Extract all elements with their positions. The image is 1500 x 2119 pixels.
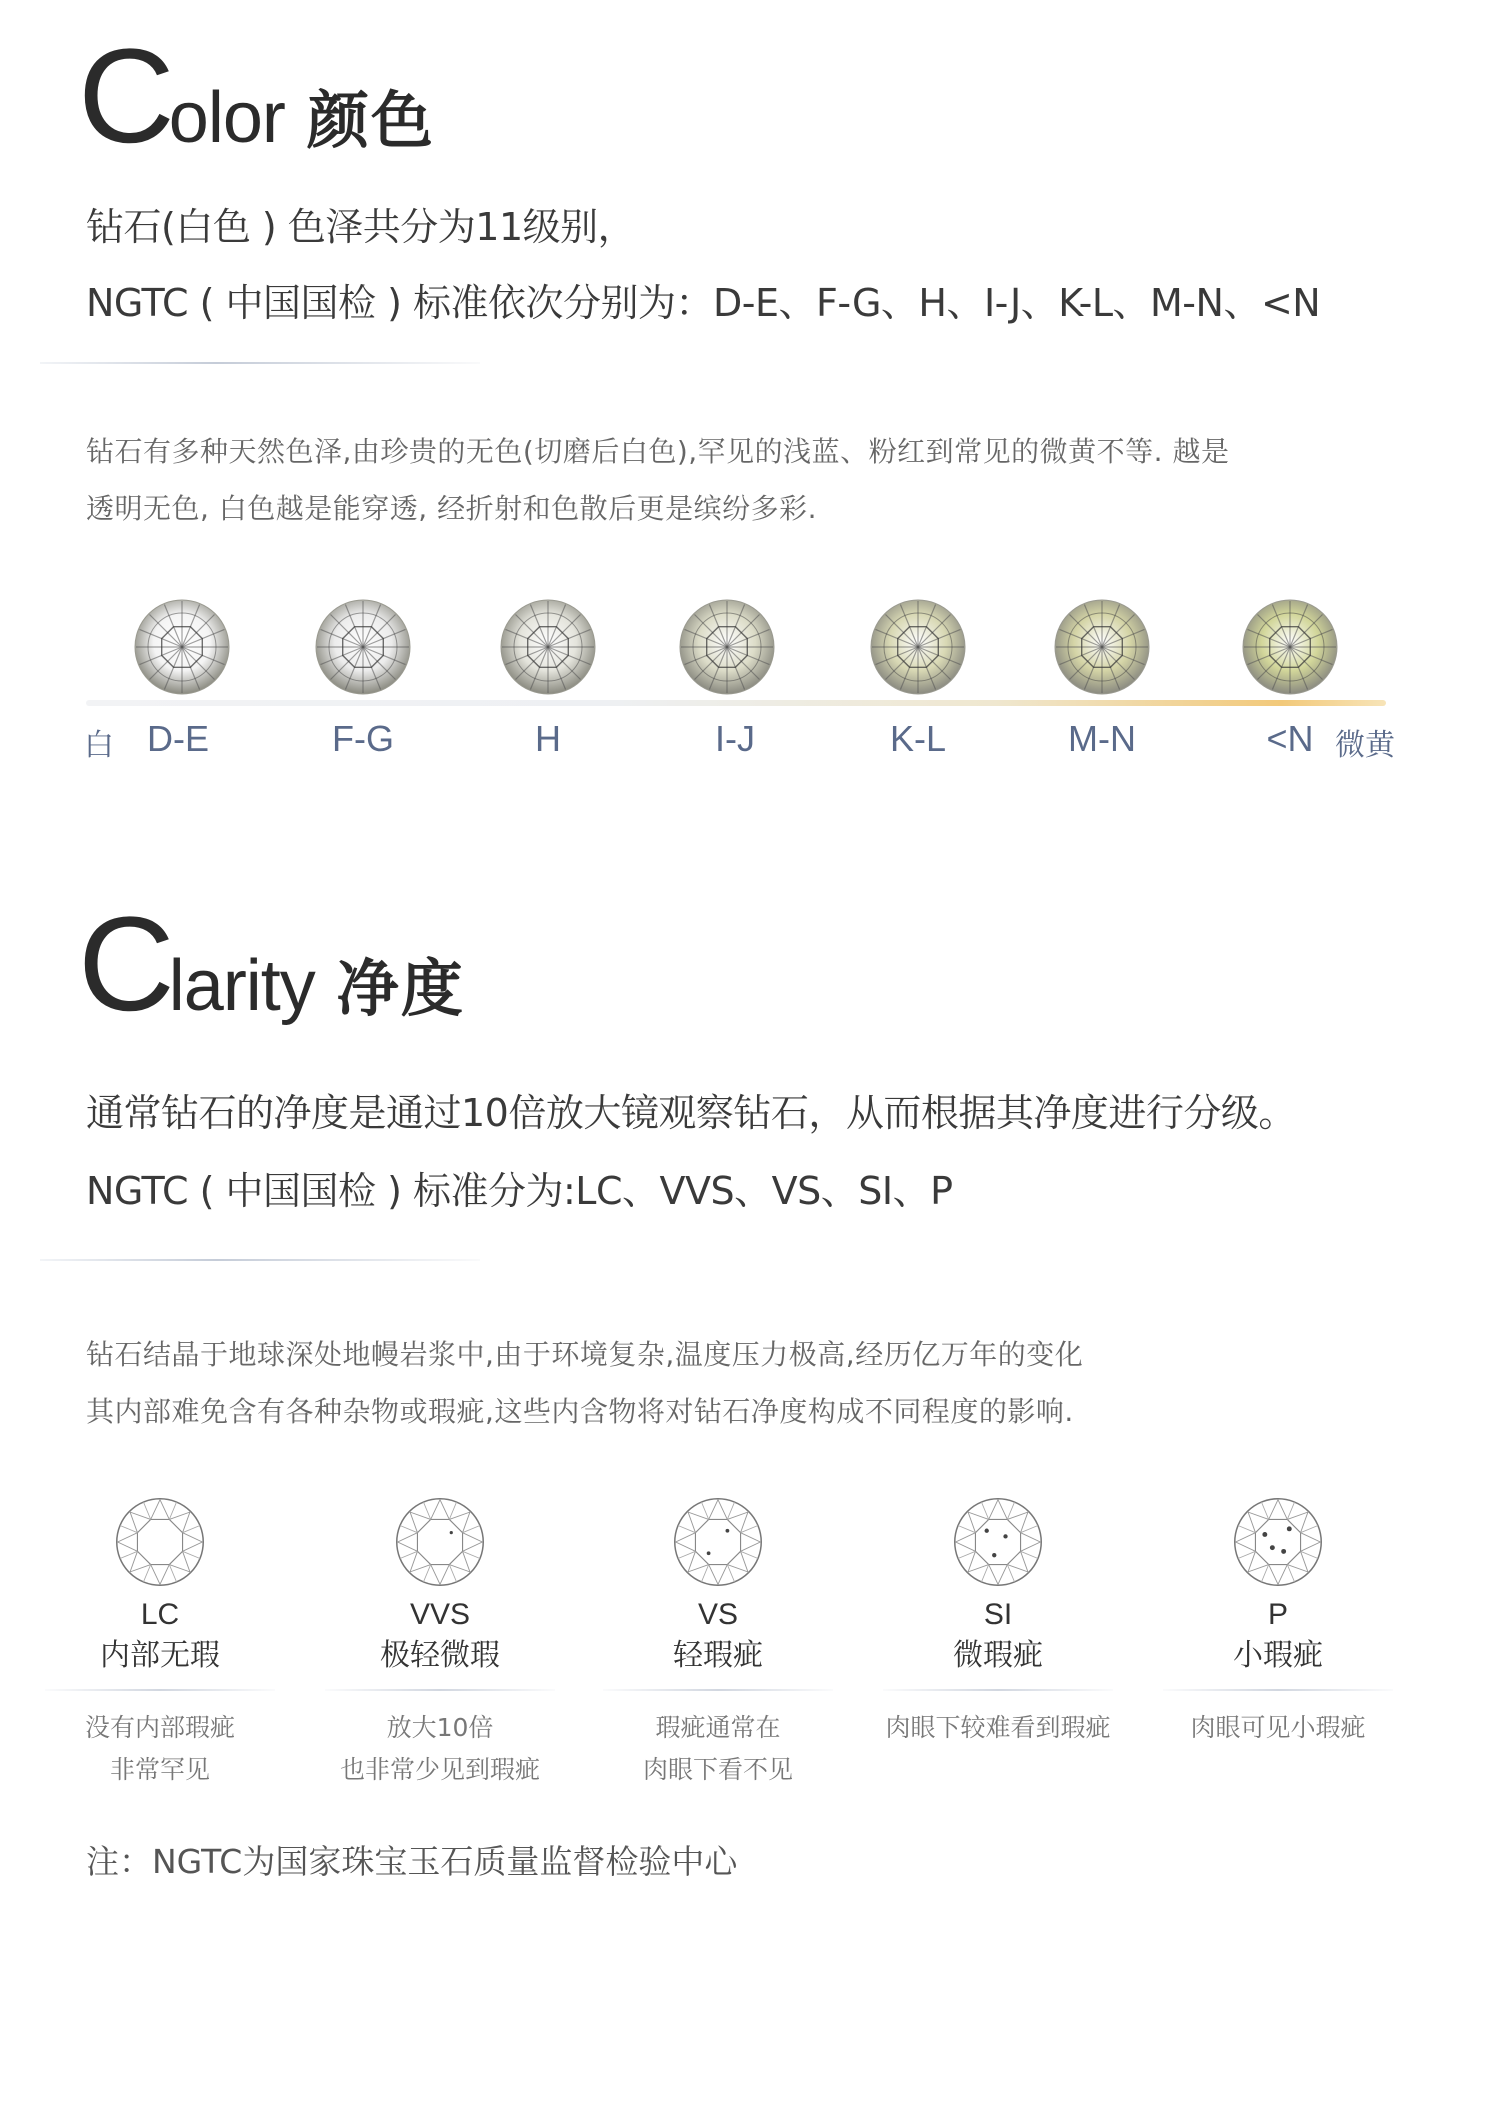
clarity-code: SI xyxy=(983,1598,1013,1631)
diamond-color-0-icon xyxy=(132,597,232,697)
color-intro-line2: NGTC ( 中国国检 ) 标准依次分别为：D-E、F-G、H、I-J、K-L、M-N、<N xyxy=(86,281,1321,325)
diamond-color-5-icon xyxy=(1052,597,1152,697)
clarity-note-line2: 肉眼下看不见 xyxy=(642,1755,793,1784)
clarity-name: 轻瑕疵 xyxy=(673,1638,763,1673)
clarity-intro-line1: 通常钻石的净度是通过10倍放大镜观察钻石，从而根据其净度进行分级。 xyxy=(86,1091,1296,1135)
color-grade-label: I-J xyxy=(715,718,755,759)
diamond-color-6-icon xyxy=(1240,597,1340,697)
color-heading-zh: 颜色 xyxy=(306,84,435,157)
clarity-code: VVS xyxy=(409,1598,471,1631)
color-desc-line2: 透明无色, 白色越是能穿透, 经折射和色散后更是缤纷多彩. xyxy=(86,492,818,525)
color-divider xyxy=(40,362,480,364)
color-grade-label: K-L xyxy=(889,718,947,759)
color-heading xyxy=(78,22,435,171)
diamond-color-4-icon xyxy=(868,597,968,697)
clarity-heading-rest: larity xyxy=(168,946,315,1026)
footnote: 注：NGTC为国家珠宝玉石质量监督检验中心 xyxy=(86,1842,738,1881)
color-heading-initial: C xyxy=(78,22,169,171)
color-grade-label: M-N xyxy=(1068,718,1136,759)
color-grade-label: F-G xyxy=(332,718,394,759)
diamond-outline-icon xyxy=(113,1495,207,1589)
diamond-color-1-icon xyxy=(313,597,413,697)
clarity-grade-p xyxy=(1143,1495,1413,1749)
clarity-heading-zh: 净度 xyxy=(336,952,465,1025)
clarity-note-line1: 放大10倍 xyxy=(386,1713,494,1742)
diamond-outline-icon xyxy=(1231,1495,1325,1589)
clarity-divider-short xyxy=(45,1689,275,1691)
clarity-name: 小瑕疵 xyxy=(1233,1638,1323,1673)
clarity-note-line1: 瑕疵通常在 xyxy=(655,1713,781,1742)
clarity-name: 内部无瑕 xyxy=(100,1638,220,1673)
color-grade-label: D-E xyxy=(147,718,209,759)
clarity-name: 极轻微瑕 xyxy=(380,1638,500,1673)
color-scale-end-label: 微黄 xyxy=(1335,728,1395,763)
clarity-divider-short xyxy=(325,1689,555,1691)
clarity-note-line1: 肉眼下较难看到瑕疵 xyxy=(885,1713,1111,1742)
color-grade-label: H xyxy=(535,718,561,759)
clarity-note-line1: 肉眼可见小瑕疵 xyxy=(1190,1713,1366,1742)
clarity-divider-short xyxy=(603,1689,833,1691)
clarity-grade-vvs xyxy=(305,1495,575,1791)
color-heading-rest: olor xyxy=(168,78,285,158)
color-scale-start-label: 白 xyxy=(84,728,114,763)
clarity-name: 微瑕疵 xyxy=(953,1638,1043,1673)
clarity-heading xyxy=(78,890,465,1039)
clarity-intro-line2: NGTC ( 中国国检 ) 标准分为:LC、VVS、VS、SI、P xyxy=(86,1169,953,1213)
diamond-outline-icon xyxy=(951,1495,1045,1589)
clarity-note-line2: 非常罕见 xyxy=(109,1755,210,1784)
clarity-heading-initial: C xyxy=(78,890,169,1039)
clarity-divider-short xyxy=(883,1689,1113,1691)
clarity-grade-vs xyxy=(583,1495,853,1791)
diamond-color-3-icon xyxy=(677,597,777,697)
clarity-code: P xyxy=(1267,1598,1288,1631)
clarity-note-line1: 没有内部瑕疵 xyxy=(84,1713,235,1742)
diamond-outline-icon xyxy=(671,1495,765,1589)
diamond-outline-icon xyxy=(393,1495,487,1589)
clarity-code: VS xyxy=(697,1598,739,1631)
clarity-divider-short xyxy=(1163,1689,1393,1691)
clarity-code: LC xyxy=(140,1598,180,1631)
diamond-color-2-icon xyxy=(498,597,598,697)
clarity-grade-si xyxy=(863,1495,1133,1749)
clarity-note-line2: 也非常少见到瑕疵 xyxy=(339,1755,540,1784)
clarity-desc-line2: 其内部难免含有各种杂物或瑕疵,这些内含物将对钻石净度构成不同程度的影响. xyxy=(86,1395,1074,1428)
clarity-divider xyxy=(40,1259,480,1261)
color-scale-bar xyxy=(86,700,1386,706)
color-grade-label: <N xyxy=(1266,718,1314,759)
color-intro-line1: 钻石(白色 ) 色泽共分为11级别， xyxy=(86,205,636,249)
clarity-grade-lc xyxy=(25,1495,295,1791)
color-desc-line1: 钻石有多种天然色泽,由珍贵的无色(切磨后白色),罕见的浅蓝、粉红到常见的微黄不等. 越是 xyxy=(86,435,1230,468)
clarity-desc-line1: 钻石结晶于地球深处地幔岩浆中,由于环境复杂,温度压力极高,经历亿万年的变化 xyxy=(86,1338,1084,1371)
